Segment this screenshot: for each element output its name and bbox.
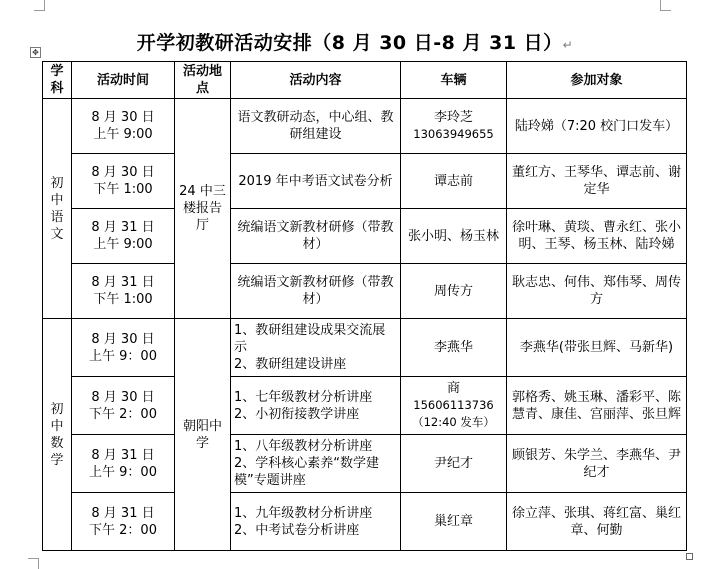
table-row [43,377,687,435]
subject-cell: 初中数学 [43,319,72,551]
time-cell: 8 月 30 日 上午 9：00 [72,319,175,377]
attendees-cell: 耿志忠、何伟、郑伟琴、周传方 [507,264,687,319]
content-cell: 1、八年级教材分析讲座 2、学科核心素养“数学建模”专题讲座 [231,435,401,493]
table-move-handle-icon[interactable]: ✥ [30,47,41,58]
content-cell: 统编语文新教材研修（带教材） [231,209,401,264]
table-row [43,319,687,377]
document-title: 开学初教研活动安排（8 月 30 日-8 月 31 日）↵ [136,32,574,54]
vehicle-cell: 商 15606113736 （12:40 发车） [401,377,507,435]
attendees-cell: 徐叶琳、黄琰、曹永红、张小明、王琴、杨玉林、陆玲娣 [507,209,687,264]
location-cell: 24 中三楼报告厅 [175,99,231,319]
attendees-cell: 顾银芳、朱学兰、李燕华、尹纪才 [507,435,687,493]
table-row [43,154,687,209]
page-corner-mark [34,0,45,11]
time-cell: 8 月 30 日 上午 9:00 [72,99,175,154]
page-corner-mark [660,0,671,11]
schedule-table [42,61,687,551]
vehicle-cell: 李燕华 [401,319,507,377]
vehicle-cell: 尹纪才 [401,435,507,493]
content-cell: 1、教研组建设成果交流展示 2、教研组建设讲座 [231,319,401,377]
subject-cell: 初中语文 [43,99,72,319]
time-cell: 8 月 31 日 下午 2：00 [72,493,175,551]
page-corner-mark [28,558,39,569]
header-time: 活动时间 [72,62,175,99]
location-cell: 朝阳中学 [175,319,231,551]
header-vehicle: 车辆 [401,62,507,99]
table-row [43,493,687,551]
content-cell: 1、九年级教材分析讲座 2、中考试卷分析讲座 [231,493,401,551]
time-cell: 8 月 31 日 上午 9:00 [72,209,175,264]
vehicle-cell: 巢红章 [401,493,507,551]
table-row [43,264,687,319]
content-cell: 语文教研动态，中心组、教研组建设 [231,99,401,154]
table-resize-handle-icon[interactable] [686,553,693,560]
attendees-cell: 郭格秀、姚玉琳、潘彩平、陈慧青、康佳、宫丽萍、张旦辉 [507,377,687,435]
header-location: 活动地点 [175,62,231,99]
time-cell: 8 月 31 日 下午 1:00 [72,264,175,319]
table-header-row [43,62,687,99]
time-cell: 8 月 31 日 上午 9：00 [72,435,175,493]
vehicle-cell: 李玲芝 13063949655 [401,99,507,154]
header-subject: 学科 [43,62,72,99]
header-content: 活动内容 [231,62,401,99]
content-cell: 2019 年中考语文试卷分析 [231,154,401,209]
table-row [43,435,687,493]
vehicle-cell: 周传方 [401,264,507,319]
time-cell: 8 月 30 日 下午 2：00 [72,377,175,435]
header-attendees: 参加对象 [507,62,687,99]
table-row [43,209,687,264]
attendees-cell: 陆玲娣（7:20 校门口发车） [507,99,687,154]
content-cell: 1、七年级教材分析讲座 2、小初衔接教学讲座 [231,377,401,435]
vehicle-cell: 张小明、杨玉林 [401,209,507,264]
table-row [43,99,687,154]
attendees-cell: 李燕华(带张旦辉、马新华) [507,319,687,377]
vehicle-cell: 谭志前 [401,154,507,209]
attendees-cell: 徐立萍、张琪、蒋红富、巢红章、何勤 [507,493,687,551]
attendees-cell: 董红方、王琴华、谭志前、谢定华 [507,154,687,209]
time-cell: 8 月 30 日 下午 1:00 [72,154,175,209]
content-cell: 统编语文新教材研修（带教材） [231,264,401,319]
